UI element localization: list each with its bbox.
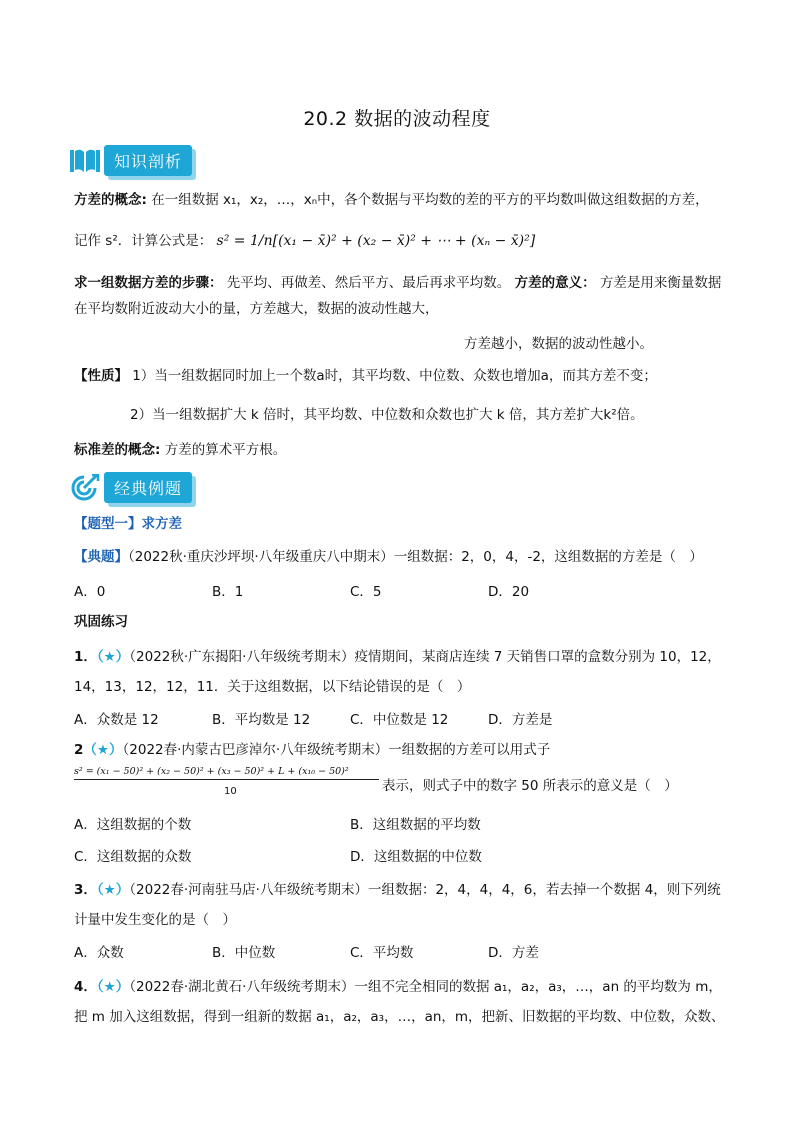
- std-text: 方差的算术平方根。: [164, 442, 287, 458]
- q1-option-b: B．平均数是 12: [212, 712, 311, 728]
- examples-banner: [70, 472, 192, 503]
- variance-text: 在一组数据 x₁，x₂，…，xₙ中，各个数据与平均数的差的平方的平均数叫做这组数据的方差，: [151, 192, 709, 208]
- q3-text: （2022春·河南驻马店·八年级统考期末）一组数据：2，4，4，4，6，若去掉一个数据 4，则下列统: [129, 882, 721, 898]
- q1-number: 1．: [74, 649, 97, 665]
- q1-text-2: 14，13，12，12，11．关于这组数据，以下结论错误的是（ ）: [74, 679, 471, 695]
- example-option-c: C．5: [350, 584, 382, 600]
- variance-label: 方差的概念:: [74, 192, 147, 208]
- std-paragraph: [74, 440, 734, 460]
- steps-text: 先平均、再做差、然后平方、最后再求平均数。: [226, 275, 511, 291]
- q1-star: （★）: [96, 649, 130, 665]
- type1-heading: 【题型一】求方差: [74, 516, 182, 532]
- example-option-d: D．20: [488, 584, 530, 600]
- q4-text: （2022春·湖北黄石·八年级统考期末）一组不完全相同的数据 a₁，a₂，a₃，…，an 的平均数为 m，: [129, 979, 722, 995]
- page-title: 20.2 数据的波动程度: [303, 108, 491, 130]
- std-label: 标准差的概念:: [74, 442, 161, 458]
- meaning-label: 方差的意义：: [514, 275, 596, 291]
- q2-option-c: C．这组数据的众数: [74, 849, 192, 865]
- meaning-text: 方差是用来衡量数据在平均数附近波动大小的量，方差越大，数据的波动性越大，: [74, 275, 722, 317]
- property-1-text: 1）当一组数据同时加上一个数a时，其平均数、中位数、众数也增加a，而其方差不变；: [132, 368, 657, 384]
- q2-options-row-2: [74, 845, 734, 865]
- q3-text-2: 计量中发生变化的是（ ）: [74, 912, 236, 928]
- q2-text: （2022春·内蒙古巴彦淖尔·八年级统考期末）一组数据的方差可以用式子: [122, 742, 551, 758]
- q3-option-c: C．平均数: [350, 945, 414, 961]
- q2-formula-line: [74, 766, 734, 802]
- question-2: [74, 740, 734, 760]
- q2-formula-denominator: 10: [224, 786, 237, 797]
- examples-banner-label: 经典例题: [104, 472, 192, 503]
- q3-option-a: A．众数: [74, 945, 124, 961]
- q2-formula-numerator: s² = (x₁ − 50)² + (x₂ − 50)² + (x₃ − 50)² + L + (x₁₀ − 50)²: [74, 766, 379, 780]
- example-tag: 【典题】: [74, 549, 128, 565]
- q3-option-b: B．中位数: [212, 945, 276, 961]
- example-text: （2022秋·重庆沙坪坝·八年级重庆八中期末）一组数据：2，0，4，-2，这组数据的方差是（ ）: [128, 549, 703, 565]
- example-option-b: B．1: [212, 584, 244, 600]
- property-1: [74, 366, 734, 386]
- q3-option-d: D．方差: [488, 945, 539, 961]
- q2-star: （★）: [83, 742, 123, 758]
- example-options: [74, 580, 734, 600]
- target-arrow-icon: [70, 474, 100, 502]
- q4-number: 4．: [74, 979, 97, 995]
- variance-formula: s² = 1/n[(x₁ − x̄)² + (x₂ − x̄)² + ⋯ + (xₙ − x̄)²]: [216, 233, 536, 249]
- variance-paragraph: [74, 190, 734, 210]
- open-book-icon: [70, 148, 100, 174]
- meaning-text-2: 方差越小，数据的波动性越小。: [464, 336, 653, 352]
- property-label: 【性质】: [74, 368, 128, 384]
- q3-options: [74, 941, 734, 961]
- knowledge-banner-label: 知识剖析: [104, 145, 192, 176]
- q2-option-d: D．这组数据的中位数: [350, 849, 482, 865]
- q2-after-text: 表示，则式子中的数字 50 所表示的意义是（ ）: [382, 778, 678, 794]
- variance-formula-line: [74, 230, 734, 252]
- q1-option-d: D．方差是: [488, 712, 553, 728]
- knowledge-banner: [70, 145, 192, 176]
- q1-options: [74, 708, 734, 728]
- example-question: [74, 547, 734, 567]
- property-2: 2）当一组数据扩大 k 倍时，其平均数、中位数和众数也扩大 k 倍，其方差扩大k²倍。: [130, 407, 644, 423]
- q1-option-a: A．众数是 12: [74, 712, 159, 728]
- q2-options-row-1: [74, 813, 734, 833]
- q4-text-2: 把 m 加入这组数据，得到一组新的数据 a₁，a₂，a₃，…，an，m，把新、旧数据的平均数、中位数，众数、: [74, 1009, 725, 1025]
- q2-option-a: A．这组数据的个数: [74, 817, 192, 833]
- variance-formula-prefix: 记作 s²．计算公式是：: [74, 233, 213, 249]
- q2-option-b: B．这组数据的平均数: [350, 817, 481, 833]
- question-1: [74, 642, 734, 702]
- question-4: [74, 972, 734, 1032]
- q3-number: 3．: [74, 882, 97, 898]
- q1-option-c: C．中位数是 12: [350, 712, 449, 728]
- example-option-a: A．0: [74, 584, 106, 600]
- q1-text: （2022秋·广东揭阳·八年级统考期末）疫情期间，某商店连续 7 天销售口罩的盒数分别为 10，12，: [129, 649, 721, 665]
- steps-label: 求一组数据方差的步骤：: [74, 275, 223, 291]
- question-3: [74, 875, 734, 935]
- steps-paragraph: [74, 270, 734, 322]
- q2-number: 2: [74, 742, 84, 758]
- q3-star: （★）: [96, 882, 130, 898]
- practice-heading: 巩固练习: [74, 614, 128, 630]
- q4-star: （★）: [96, 979, 130, 995]
